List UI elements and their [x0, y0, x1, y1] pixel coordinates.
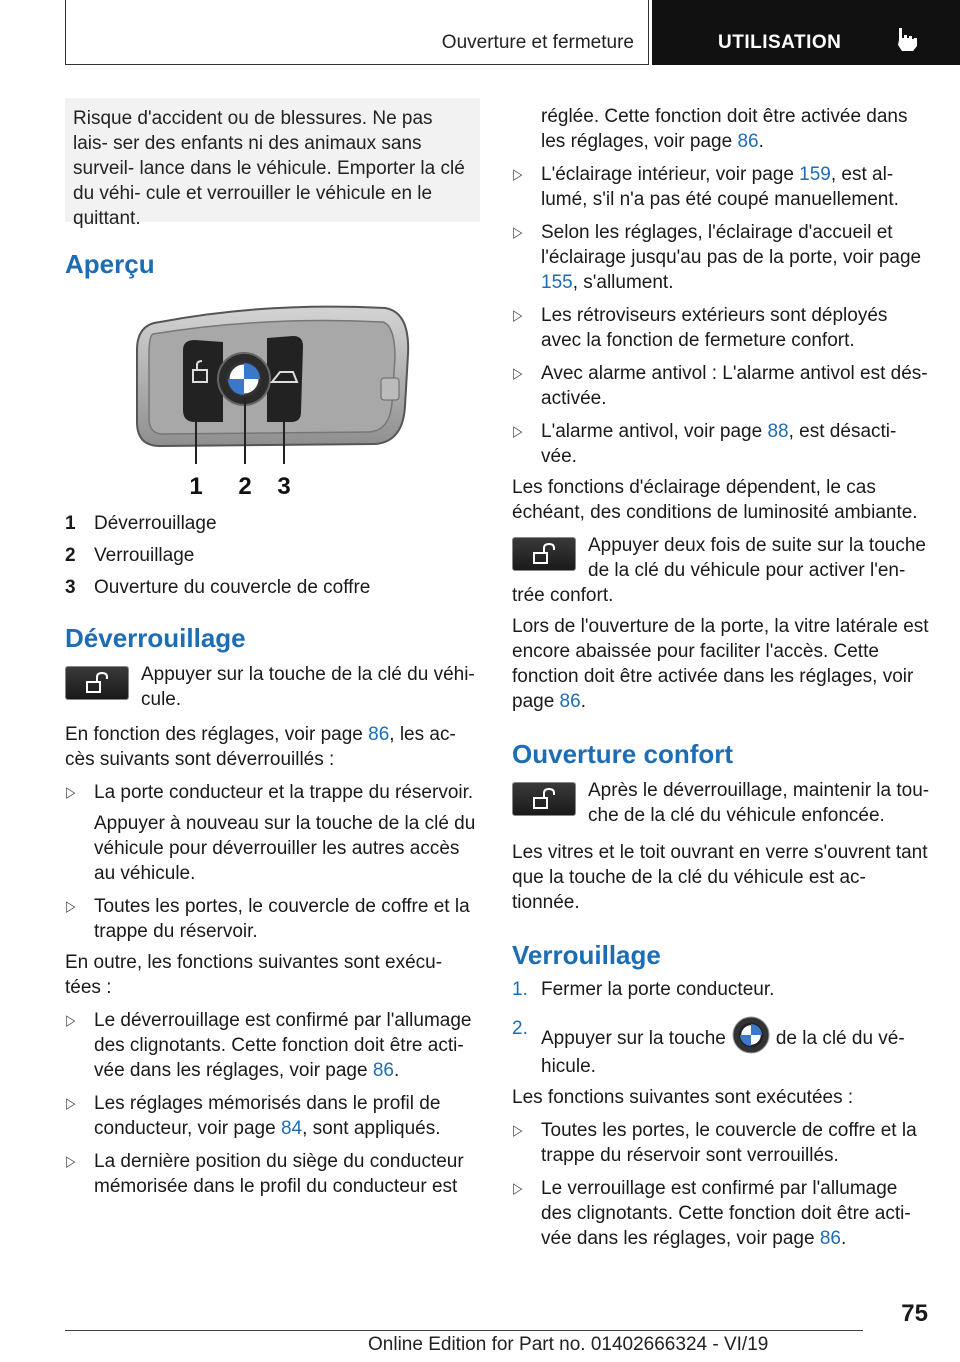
step-text: Appuyer sur la touche — [541, 1028, 726, 1049]
list-item — [65, 894, 480, 944]
car-key-illustration — [65, 294, 480, 498]
list-item-text-end: . — [393, 1060, 400, 1081]
page-link-84[interactable]: 84 — [280, 1118, 303, 1139]
lock-exec-text: Les fonctions suivantes sont exécutées : — [512, 1087, 854, 1108]
footer-rule — [65, 1330, 863, 1331]
list-item-text-end: . — [840, 1228, 847, 1249]
callout-3: 3 — [277, 473, 291, 498]
page-link-86[interactable]: 86 — [737, 131, 759, 152]
list-item-text: Le déverrouillage est confirmé par l'allumage des clignotants. Cette fonction doit être acti- vée dans les réglages, voir page — [94, 1010, 472, 1081]
unlock-icon — [531, 542, 557, 566]
list-item — [512, 419, 932, 469]
continued-post: . — [758, 131, 764, 152]
unlock-settings-pre: En fonction des réglages, voir page — [65, 724, 369, 745]
unlock-key-button-image — [65, 666, 129, 700]
pointing-hand-icon — [894, 26, 920, 52]
list-item-text-end: , s'allument. — [572, 272, 674, 293]
list-item — [512, 1176, 932, 1251]
continued-text — [512, 104, 932, 154]
comfort-entry-row — [512, 533, 932, 608]
list-item-text: La porte conducteur et la trappe du réservoir. — [94, 782, 474, 803]
step-number: 2. — [512, 1018, 528, 1039]
list-item — [512, 162, 932, 212]
list-item-text: Les réglages mémorisés dans le profil de conducteur, voir page — [94, 1093, 441, 1139]
warning-text: Risque d'accident ou de blessures. Ne pas lais- ser des enfants ni des animaux sans surveil- lance dans le véhicule. Emporter la clé du véhi- cule et verrouiller le véhicule en le quittant. — [73, 108, 465, 229]
legend-list — [65, 511, 480, 600]
page-link-86[interactable]: 86 — [368, 724, 390, 745]
unlock-access-list — [65, 780, 480, 805]
right-column — [512, 98, 932, 1251]
window-note — [512, 614, 932, 714]
list-item-text: Les rétroviseurs extérieurs sont déployés avec la fonction de fermeture confort. — [541, 305, 888, 351]
unlock-settings-text — [65, 722, 480, 772]
list-item-text: Toutes les portes, le couvercle de coffre et la trappe du réservoir sont verrouillés. — [541, 1120, 917, 1166]
unlock-sub-note: Appuyer à nouveau sur la touche de la clé du véhicule pour déverrouiller les autres accès au véhicule. — [94, 813, 476, 884]
header-section-box — [65, 0, 649, 65]
unlock-settings-post: , les ac- cès suivants sont déverrouillés : — [65, 724, 456, 770]
step-text-end: de la clé du vé- hicule. — [541, 1028, 905, 1077]
list-item — [65, 1149, 480, 1199]
list-item-text: Le verrouillage est confirmé par l'allumage des clignotants. Cette fonction doit être acti- vée dans les réglages, voir page — [541, 1178, 911, 1249]
lighting-note: Les fonctions d'éclairage dépendent, le cas échéant, des conditions de luminosité ambiante. — [512, 477, 918, 523]
list-item — [512, 1118, 932, 1168]
lock-heading: Verrouillage — [512, 940, 661, 970]
left-column — [65, 98, 480, 1199]
list-item — [65, 1091, 480, 1141]
page-link-159[interactable]: 159 — [799, 164, 831, 185]
comfort-text: Les vitres et le toit ouvrant en verre s'ouvrent tant que la touche de la clé du véhicule est ac- tionnée. — [512, 842, 928, 913]
comfort-heading: Ouverture confort — [512, 739, 734, 769]
page-link-86[interactable]: 86 — [372, 1060, 394, 1081]
page-link-155[interactable]: 155 — [541, 272, 573, 293]
legend-label-3: Ouverture du couvercle de coffre — [94, 577, 371, 598]
list-item — [512, 361, 932, 411]
comfort-entry-text: Appuyer deux fois de suite sur la touche de la clé du véhicule pour activer l'en- trée confort. — [512, 535, 926, 606]
unlock-intro-row — [65, 662, 480, 712]
list-item — [65, 1008, 480, 1083]
bmw-logo-button-icon — [732, 1016, 770, 1054]
legend-num-2: 2 — [65, 545, 76, 566]
callout-1: 1 — [189, 473, 203, 498]
unlock-icon — [84, 671, 110, 695]
callout-2: 2 — [238, 473, 252, 498]
window-note-pre: Lors de l'ouverture de la porte, la vitre latérale est encore abaissée pour faciliter l'accès. Cette fonction doit être activée dans les réglages, voir page — [512, 616, 929, 712]
unlock-key-button-image — [512, 537, 576, 571]
unlock-functions-list — [65, 1008, 480, 1199]
unlock-intro-text: Appuyer sur la touche de la clé du véhi- cule. — [141, 664, 475, 710]
legend-label-2: Verrouillage — [94, 545, 195, 566]
unlock-icon — [531, 787, 557, 811]
list-item-text: Avec alarme antivol : L'alarme antivol est dés- activée. — [541, 363, 928, 409]
unlock-also-text: En outre, les fonctions suivantes sont exécu- tées : — [65, 952, 443, 998]
footer-edition: Online Edition for Part no. 01402666324 - VI/19 — [368, 1334, 769, 1355]
list-item — [512, 303, 932, 353]
list-item — [65, 780, 480, 805]
list-item-text: Selon les réglages, l'éclairage d'accueil et l'éclairage jusqu'au pas de la porte, voir page — [541, 222, 922, 268]
page-link-86[interactable]: 86 — [559, 691, 581, 712]
unlock-heading: Déverrouillage — [65, 623, 246, 653]
comfort-intro-text: Après le déverrouillage, maintenir la tou- che de la clé du véhicule enfoncée. — [588, 780, 930, 826]
list-item-text-end: , sont appliqués. — [302, 1118, 441, 1139]
list-item-text: La dernière position du siège du conducteur mémorisée dans le profil du conducteur est — [94, 1151, 464, 1197]
step-text: Fermer la porte conducteur. — [541, 979, 775, 1000]
list-item-text-end: , est désacti- vée. — [541, 421, 897, 467]
page-link-86[interactable]: 86 — [819, 1228, 841, 1249]
header-chapter-tab — [652, 0, 960, 65]
lock-functions-list — [512, 1118, 932, 1251]
overview-heading: Aperçu — [65, 249, 155, 279]
continued-pre: réglée. Cette fonction doit être activée dans les réglages, voir page — [541, 106, 908, 152]
legend-num-1: 1 — [65, 513, 76, 534]
legend-label-1: Déverrouillage — [94, 513, 217, 534]
list-item-text-end: , est al- lumé, s'il n'a pas été coupé manuellement. — [541, 164, 899, 210]
list-item — [512, 1016, 932, 1079]
list-item — [512, 220, 932, 295]
list-item — [512, 977, 932, 1002]
page-link-88[interactable]: 88 — [767, 421, 789, 442]
window-note-post: . — [580, 691, 586, 712]
unlock-functions-list-continued — [512, 162, 932, 469]
lock-steps — [512, 977, 932, 1079]
warning-box — [65, 98, 480, 229]
unlock-access-list-2 — [65, 894, 480, 944]
list-item-text: Toutes les portes, le couvercle de coffre et la trappe du réservoir. — [94, 896, 470, 942]
list-item-text: L'alarme antivol, voir page — [541, 421, 768, 442]
header-section-title: Ouverture et fermeture — [441, 32, 634, 53]
comfort-intro-row — [512, 778, 932, 828]
page-number: 75 — [901, 1300, 928, 1327]
header-chapter-title: UTILISATION — [718, 32, 842, 53]
unlock-key-button-image — [512, 782, 576, 816]
list-item-text: L'éclairage intérieur, voir page — [541, 164, 800, 185]
legend-num-3: 3 — [65, 577, 76, 598]
step-number: 1. — [512, 979, 528, 1000]
